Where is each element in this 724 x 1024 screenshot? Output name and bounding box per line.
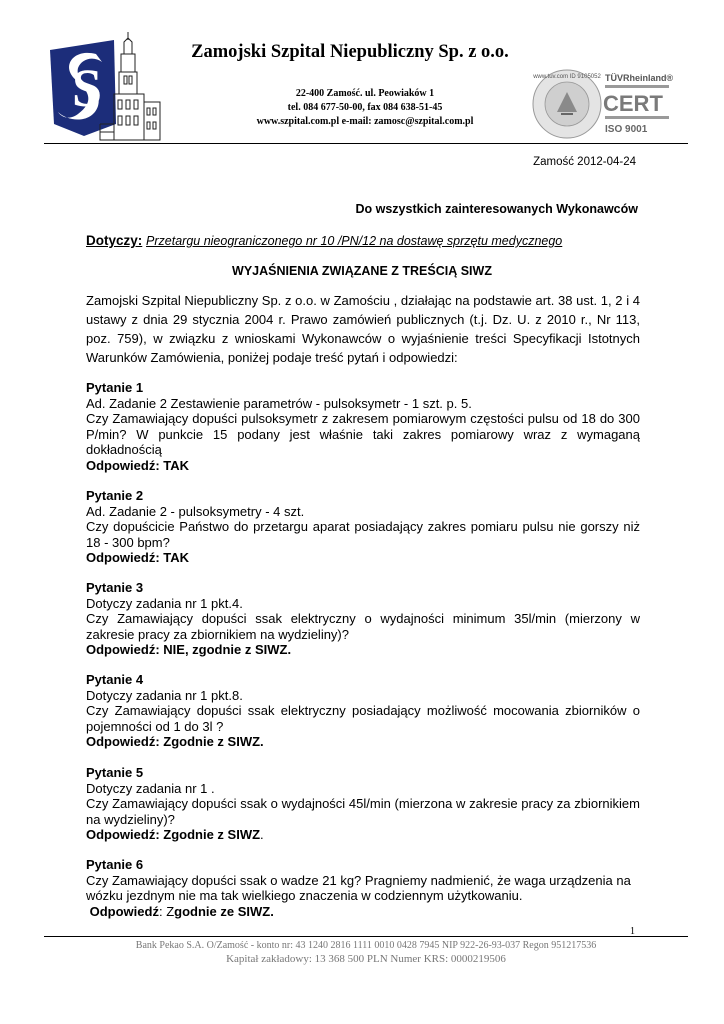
question-answer: Odpowiedź: Zgodnie z SIWZ. bbox=[86, 734, 264, 750]
answer-tail: . bbox=[260, 827, 264, 843]
question-reference: Dotyczy zadania nr 1 pkt.4. bbox=[86, 595, 243, 611]
question-title: Pytanie 5 bbox=[86, 765, 144, 780]
header-divider bbox=[44, 143, 688, 144]
question-title: Pytanie 3 bbox=[86, 580, 144, 595]
recipient: Do wszystkich zainteresowanych Wykonawców bbox=[355, 202, 638, 216]
question-block bbox=[86, 857, 640, 919]
question-body: Czy Zamawiający dopuści pulsoksymetr z zakresem pomiarowym częstości pulsu od 18 do 300 P/min? W punkcie 15 podany jest właśnie taki zakres pomiarowy wraz z wymaganą dokładnością bbox=[86, 411, 640, 458]
question-answer: Odpowiedź: TAK bbox=[86, 457, 190, 473]
question-reference: Ad. Zadanie 2 Zestawienie parametrów - pulsoksymetr - 1 szt. p. 5. bbox=[86, 395, 472, 411]
hospital-name: Zamojski Szpital Niepubliczny Sp. z o.o. bbox=[191, 42, 509, 62]
cert-label: CERT bbox=[603, 91, 663, 116]
question-body: Czy Zamawiający dopuści ssak elektryczny o wydajności minimum 35l/min (mierzony w zakresie pracy za zbiornikiem na wydzieliny)? bbox=[86, 611, 640, 642]
question-body: Czy dopuścicie Państwo do przetargu aparat posiadający zakres pomiaru pulsu nie gorszy niż 18 - 300 bpm? bbox=[86, 519, 640, 550]
cert-iso: ISO 9001 bbox=[605, 124, 648, 135]
question-title: Pytanie 2 bbox=[86, 488, 144, 503]
answer-rest: godnie ze SIWZ. bbox=[174, 903, 274, 919]
question-block bbox=[86, 488, 640, 566]
question-answer: Odpowiedź: NIE, zgodnie z SIWZ. bbox=[86, 642, 292, 658]
question-block bbox=[86, 672, 640, 750]
question-block bbox=[86, 580, 640, 658]
question-reference: Ad. Zadanie 2 - pulsoksymetry - 4 szt. bbox=[86, 503, 305, 519]
question-body: Czy Zamawiający dopuści ssak elektryczny posiadający możliwość mocowania zbiorników o pojemności od 1 do 3l ? bbox=[86, 703, 640, 734]
question-title: Pytanie 6 bbox=[86, 857, 144, 872]
hospital-address: 22-400 Zamość. ul. Peowiaków 1 bbox=[295, 88, 435, 99]
answer-z: Z bbox=[166, 903, 175, 919]
subject-label: Dotyczy: bbox=[86, 233, 143, 248]
hospital-logo bbox=[44, 32, 162, 142]
question-block bbox=[86, 765, 640, 843]
cert-brand: TÜVRheinland® bbox=[605, 73, 674, 83]
footer-bank-info: Bank Pekao S.A. O/Zamość - konto nr: 43 1240 2816 1111 0010 0428 7945 NIP 922-26-93-037 Regon 951217536 bbox=[135, 940, 597, 951]
question-answer: Odpowiedź: Zgodnie z SIWZ bbox=[86, 827, 261, 843]
cert-ring-text: www.tuv.com ID 9105052 bbox=[533, 74, 601, 80]
question-block bbox=[86, 380, 640, 474]
footer-divider bbox=[44, 936, 688, 937]
question-body: Czy Zamawiający dopuści ssak o wadze 21 kg? Pragniemy nadmienić, że waga urządzenia na wózku jezdnym nie ma tak wielkiego znaczenia w codziennym użytkowaniu. bbox=[86, 872, 631, 904]
page-number: 1 bbox=[630, 926, 635, 937]
subject-line bbox=[86, 233, 646, 248]
hospital-contact: tel. 084 677-50-00, fax 084 638-51-45 bbox=[287, 102, 443, 113]
question-reference: Dotyczy zadania nr 1 pkt.8. bbox=[86, 687, 243, 703]
answer-label: Odpowiedź bbox=[86, 903, 159, 919]
question-title: Pytanie 4 bbox=[86, 672, 144, 687]
logo-letter: S bbox=[72, 58, 103, 118]
document-title: WYJAŚNIENIA ZWIĄZANE Z TREŚCIĄ SIWZ bbox=[232, 264, 492, 278]
footer-capital-info: Kapitał zakładowy: 13 368 500 PLN Numer KRS: 0000219506 bbox=[226, 953, 506, 965]
subject-text: Przetargu nieograniczonego nr 10 /PN/12 na dostawę sprzętu medycznego bbox=[146, 234, 563, 248]
intro-paragraph: Zamojski Szpital Niepubliczny Sp. z o.o. w Zamościu , działając na podstawie art. 38 ust. 1, 2 i 4 ustawy z dnia 29 stycznia 2004 r. Prawo zamówień publicznych (t.j. Dz. U. z 2010 r., Nr 113, poz. 759), w związku z wnioskami Wykonawców o wyjaśnienie treści Specyfikacji Istotnych Warunków Zamówienia, poniżej podaje treść pytań i odpowiedzi: bbox=[86, 293, 640, 365]
question-answer: Odpowiedź: TAK bbox=[86, 550, 190, 566]
question-reference: Dotyczy zadania nr 1 . bbox=[86, 780, 215, 796]
hospital-web-email: www.szpital.com.pl e-mail: zamosc@szpital.com.pl bbox=[256, 116, 474, 127]
answer-colon: : bbox=[158, 903, 167, 919]
document-date: Zamość 2012-04-24 bbox=[533, 156, 636, 168]
question-body: Czy Zamawiający dopuści ssak o wydajności 45l/min (mierzona w zakresie pracy za zbiornikiem na wydzieliny)? bbox=[86, 796, 640, 827]
tuv-cert-badge bbox=[531, 68, 674, 140]
question-title: Pytanie 1 bbox=[86, 380, 144, 395]
